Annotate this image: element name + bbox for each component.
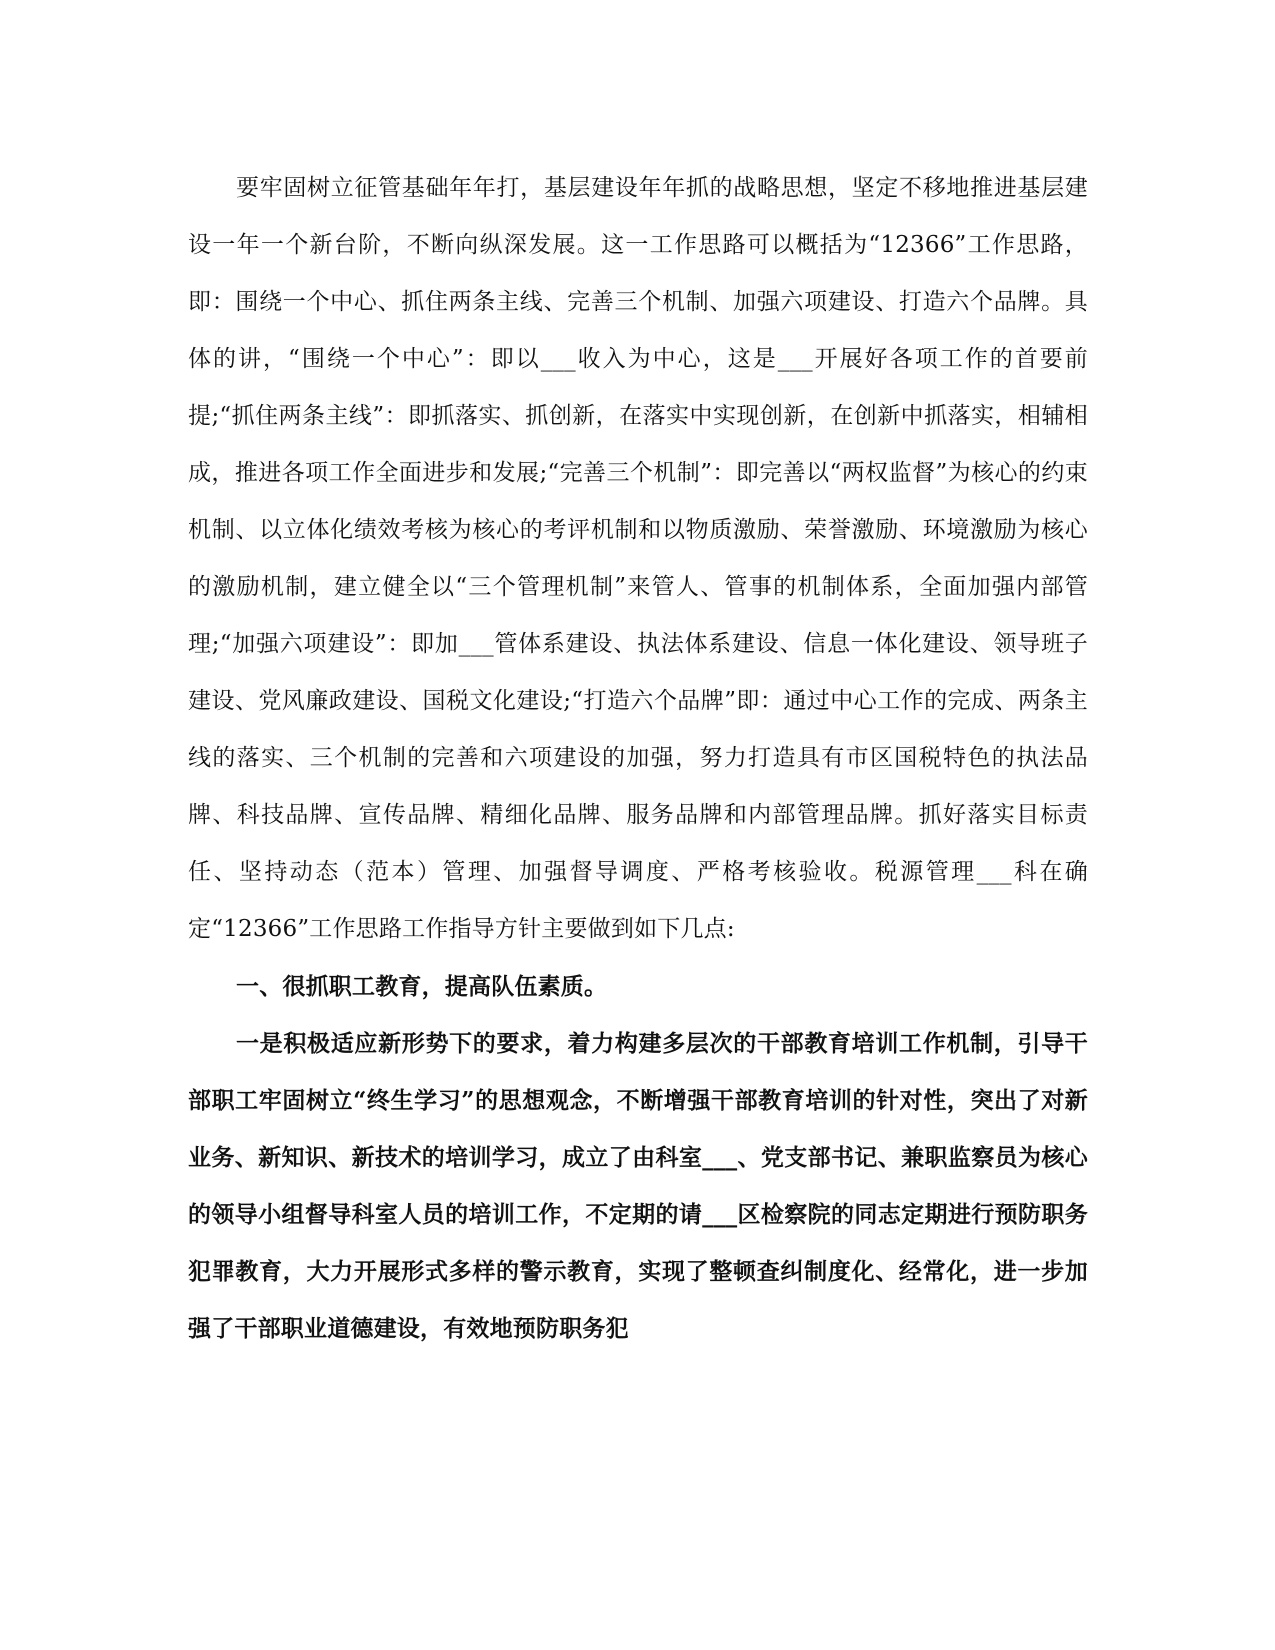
paragraph-section-1-body: 一是积极适应新形势下的要求，着力构建多层次的干部教育培训工作机制，引导干部职工牢固树立“终生学习”的思想观念，不断增强干部教育培训的针对性，突出了对新业务、新知识、新技术的培训学习，成立了由科室___、党支部书记、兼职监察员为核心的领导小组督导科室人员的培训工作，不定期的请___区检察院的同志定期进行预防职务犯罪教育，大力开展形式多样的警示教育，实现了整顿查纠制度化、经常化，进一步加强了干部职业道德建设，有效地预防职务犯 <box>188 1030 1088 1342</box>
document-body <box>188 160 1088 1357</box>
paragraph-intro: 要牢固树立征管基础年年打，基层建设年年抓的战略思想，坚定不移地推进基层建设一年一个新台阶，不断向纵深发展。这一工作思路可以概括为“12366”工作思路，即：围绕一个中心、抓住两条主线、完善三个机制、加强六项建设、打造六个品牌。具体的讲，“围绕一个中心”：即以___收入为中心，这是___开展好各项工作的首要前提;“抓住两条主线”：即抓落实、抓创新，在落实中实现创新，在创新中抓落实，相辅相成，推进各项工作全面进步和发展;“完善三个机制”：即完善以“两权监督”为核心的约束机制、以立体化绩效考核为核心的考评机制和以物质激励、荣誉激励、环境激励为核心的激励机制，建立健全以“三个管理机制”来管人、管事的机制体系，全面加强内部管理;“加强六项建设”：即加___管体系建设、执法体系建设、信息一体化建设、领导班子建设、党风廉政建设、国税文化建设;“打造六个品牌”即：通过中心工作的完成、两条主线的落实、三个机制的完善和六项建设的加强，努力打造具有市区国税特色的执法品牌、科技品牌、宣传品牌、精细化品牌、服务品牌和内部管理品牌。抓好落实目标责任、坚持动态（范本）管理、加强督导调度、严格考核验收。税源管理___科在确定“12366”工作思路工作指导方针主要做到如下几点: <box>188 175 1088 942</box>
section-heading-1: 一、很抓职工教育，提高队伍素质。 <box>236 973 608 1000</box>
